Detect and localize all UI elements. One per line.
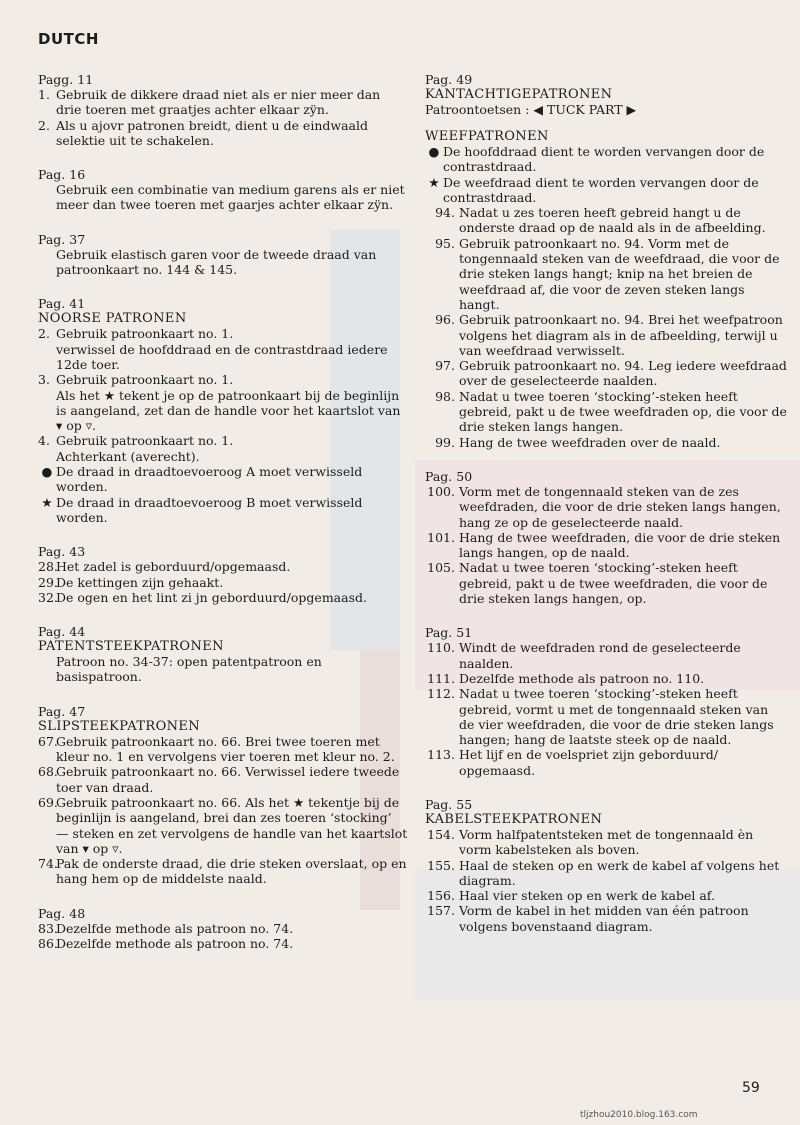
instruction-item — [38, 87, 408, 118]
item-number: 155. — [427, 857, 455, 873]
item-text: De draad in draadtoevoeroog A moet verwisseld worden. — [56, 464, 363, 495]
instruction-item — [38, 764, 408, 795]
item-text: Gebruik patroonkaart no. 66. Als het ★ tekentje bij de beginlijn is aangeland, brei dan zes toeren ‘stocking’ — steken en zet vervolgens de handle van het kaartslot van ▾ op ▿. — [56, 794, 408, 856]
item-text: Nadat u twee toeren ‘stocking’-steken heeft gebreid, pakt u de twee weefdraden, die voor de drie steken langs hangen, op. — [459, 560, 768, 607]
item-text: De kettingen zijn gehaakt. — [56, 574, 224, 590]
instruction-item — [38, 654, 408, 685]
instruction-item — [425, 358, 787, 389]
section-heading: WEEFPATRONEN — [425, 129, 549, 144]
item-text: Gebruik een combinatie van medium garens als er niet meer dan twee toeren met gaarjes achter elkaar zÿn. — [56, 182, 405, 213]
section-heading: KABELSTEEKPATRONEN — [425, 811, 603, 827]
item-text: Vorm de kabel in het midden van één patroon volgens bovenstaand diagram. — [459, 903, 749, 934]
item-number: 112. — [427, 686, 455, 702]
instruction-item — [38, 326, 408, 341]
text-section — [38, 167, 408, 213]
item-text: Achterkant (averecht). — [56, 448, 200, 464]
item-indent — [38, 182, 56, 213]
instruction-item — [38, 372, 408, 387]
instruction-item — [38, 449, 408, 464]
item-text: Haal de steken op en werk de kabel af volgens het diagram. — [459, 857, 780, 888]
bullet-symbol: ★ — [41, 494, 53, 510]
item-text: Nadat u twee toeren ‘stocking’-steken heeft gebreid, vormt u met de tongennaald steken van de vier weefdraden, die voor de drie steken langs hangen; hang de laatste steek op de naald. — [459, 686, 774, 748]
item-indent — [38, 388, 56, 434]
item-indent — [38, 247, 56, 278]
instruction-item — [38, 856, 408, 887]
item-indent — [38, 449, 56, 464]
item-text: Dezelfde methode als patroon no. 74. — [56, 935, 294, 951]
page-reference: Pag. 48 — [38, 905, 86, 921]
bullet-symbol: ● — [41, 464, 53, 480]
item-number: 86. — [38, 935, 58, 951]
instruction-item — [38, 247, 408, 278]
item-text: Nadat u twee toeren ‘stocking’-steken heeft gebreid, pakt u de twee weefdraden op, die voor de drie steken langs hangen. — [459, 388, 787, 435]
item-number: 156. — [427, 888, 455, 904]
item-text: Als het ★ tekent je op de patroonkaart bij de beginlijn is aangeland, zet dan de handle voor het kaartslot van ▾ op ▿. — [56, 387, 401, 434]
instruction-item — [38, 590, 408, 605]
item-number: 32. — [38, 589, 58, 605]
item-number: 105. — [427, 560, 455, 576]
page-reference: Pag. 37 — [38, 231, 86, 247]
item-number: 69. — [38, 794, 58, 810]
instruction-item — [425, 671, 787, 686]
right-column — [425, 72, 787, 953]
item-number: 3. — [38, 372, 50, 388]
instruction-item — [38, 734, 408, 765]
page-reference: Pag. 41 — [38, 296, 86, 312]
instruction-item — [38, 795, 408, 856]
instruction-item — [425, 435, 787, 450]
item-text: Pak de onderste draad, die drie steken overslaat, op en hang hem op de middelste naald. — [56, 856, 407, 887]
page-reference: Pag. 44 — [38, 624, 86, 640]
text-section — [425, 469, 787, 606]
item-text: Gebruik patroonkaart no. 66. Brei twee toeren met kleur no. 1 en vervolgens vier toeren met kleur no. 2. — [56, 733, 395, 765]
item-number: 157. — [427, 903, 455, 919]
item-number: 28. — [38, 559, 58, 575]
item-text: Gebruik de dikkere draad niet als er nier meer dan drie toeren met graatjes achter elkaar zÿn. — [56, 87, 381, 118]
instruction-item — [425, 312, 787, 358]
item-text: Nadat u zes toeren heeft gebreid hangt u de onderste draad op de naald als in de afbeelding. — [459, 205, 766, 236]
instruction-item — [425, 888, 787, 903]
item-text: Hang de twee weefdraden, die voor de drie steken langs hangen, op de naald. — [459, 529, 781, 561]
instruction-item — [425, 144, 787, 175]
item-text: De hoofddraad dient te worden vervangen door de contrastdraad. — [443, 144, 765, 175]
text-section — [38, 232, 408, 278]
instruction-item — [425, 175, 787, 206]
item-text: Windt de weefdraden rond de geselecteerde naalden. — [459, 640, 741, 671]
instruction-item — [425, 903, 787, 934]
item-number: 97. — [435, 358, 455, 374]
instruction-item — [425, 236, 787, 312]
section-heading: PATENTSTEEKPATRONEN — [38, 639, 224, 655]
text-section — [38, 704, 408, 887]
language-header: DUTCH — [38, 30, 99, 48]
text-section — [38, 296, 408, 525]
item-text: Als u ajovr patronen breidt, dient u de eindwaald selektie uit te schakelen. — [56, 117, 368, 148]
item-number: 113. — [427, 747, 455, 763]
page-reference: Pag. 47 — [38, 703, 86, 719]
item-number: 95. — [435, 235, 455, 251]
text-section — [38, 624, 408, 685]
text-section — [425, 625, 787, 778]
instruction-item — [38, 182, 408, 213]
text-section — [38, 906, 408, 952]
item-number: 110. — [427, 640, 455, 656]
item-text: De weefdraad dient te worden vervangen door de contrastdraad. — [443, 174, 759, 205]
item-text: Dezelfde methode als patroon no. 74. — [56, 920, 294, 936]
item-number: 101. — [427, 529, 455, 545]
item-text: Vorm met de tongennaald steken van de zes weefdraden, die voor de drie steken langs hangen, hang ze op de geselecteerde naald. — [459, 483, 781, 530]
instruction-item — [425, 747, 787, 778]
item-number: 96. — [435, 312, 455, 328]
instruction-item — [38, 495, 408, 526]
item-indent — [38, 654, 56, 685]
text-section — [425, 797, 787, 934]
instruction-item — [425, 484, 787, 530]
item-text: Gebruik patroonkaart no. 94. Vorm met de tongennaald steken van de weefdraad, die voor de drie steken langs hangt; knip na het breien de weefdraad af, die voor de zeven steken langs hangt. — [459, 235, 780, 312]
instruction-item — [38, 559, 408, 574]
watermark: tljzhou2010.blog.163.com — [580, 1110, 698, 1120]
instruction-item — [38, 575, 408, 590]
text-section — [425, 129, 787, 450]
item-number: 98. — [435, 388, 455, 404]
text-section — [38, 544, 408, 605]
instruction-item — [38, 433, 408, 448]
item-text: Patroon no. 34-37: open patentpatroon en basispatroon. — [56, 654, 322, 685]
item-number: 2. — [38, 117, 50, 133]
item-number: 1. — [38, 87, 50, 102]
item-text: Vorm halfpatentsteken met de tongennaald èn vorm kabelsteken als boven. — [459, 826, 754, 858]
instruction-item — [425, 560, 787, 606]
item-text: Dezelfde methode als patroon no. 110. — [459, 670, 705, 686]
bullet-symbol: ● — [428, 144, 440, 159]
item-indent — [38, 342, 56, 373]
instruction-item — [38, 936, 408, 951]
page-reference: Pag. 49 — [425, 72, 473, 87]
page-reference: Pagg. 11 — [38, 72, 94, 87]
instruction-item — [38, 921, 408, 936]
instruction-item — [425, 640, 787, 671]
item-number: 2. — [38, 326, 50, 342]
instruction-item — [425, 530, 787, 561]
item-text: Gebruik elastisch garen voor de tweede draad van patroonkaart no. 144 & 145. — [56, 246, 377, 278]
section-heading: SLIPSTEEKPATRONEN — [38, 718, 201, 734]
item-number: 67. — [38, 733, 58, 749]
item-text: Het zadel is geborduurd/opgemaasd. — [56, 559, 291, 575]
bullet-symbol: ★ — [428, 174, 440, 190]
instruction-item — [425, 827, 787, 858]
instruction-item — [425, 389, 787, 435]
item-number: 83. — [38, 920, 58, 936]
instruction-item — [38, 342, 408, 373]
page-number: 59 — [742, 1080, 760, 1096]
section-heading: NOORSE PATRONEN — [38, 311, 187, 327]
page-reference: Pag. 51 — [425, 625, 473, 641]
item-text: Gebruik patroonkaart no. 1. — [56, 326, 234, 342]
instruction-item — [425, 205, 787, 236]
item-number: 74. — [38, 856, 58, 872]
item-number: 111. — [427, 670, 455, 686]
item-text: Gebruik patroonkaart no. 94. Brei het weefpatroon volgens het diagram als in de afbeelding, terwijl u van weefdraad verwisselt. — [459, 312, 783, 358]
item-number: 100. — [427, 483, 455, 499]
text-section — [38, 72, 408, 148]
item-number: 29. — [38, 574, 58, 590]
item-text: Het lijf en de voelspriet zijn geborduurd/ opgemaasd. — [459, 747, 719, 778]
item-text: Gebruik patroonkaart no. 66. Verwissel iedere tweede toer van draad. — [56, 764, 400, 795]
item-number: 68. — [38, 764, 58, 780]
item-text: verwissel de hoofddraad en de contrastdraad iedere 12de toer. — [56, 341, 388, 372]
text-section — [425, 72, 787, 117]
page-reference: Pag. 43 — [38, 544, 86, 560]
page-reference: Pag. 16 — [38, 167, 86, 183]
item-number: 4. — [38, 433, 50, 449]
page-reference: Pag. 55 — [425, 796, 473, 812]
item-text: Hang de twee weefdraden over de naald. — [459, 434, 721, 450]
left-column — [38, 72, 408, 970]
section-heading: KANTACHTIGEPATRONEN — [425, 87, 613, 102]
item-number: 99. — [435, 434, 455, 450]
item-text: Gebruik patroonkaart no. 1. — [56, 372, 234, 388]
item-text: De ogen en het lint zi jn geborduurd/opgemaasd. — [56, 589, 367, 605]
page-reference: Pag. 50 — [425, 468, 473, 484]
item-text: De draad in draadtoevoeroog B moet verwisseld worden. — [56, 494, 363, 525]
item-text: Gebruik patroonkaart no. 94. Leg iedere weefdraad over de geselecteerde naalden. — [459, 358, 787, 389]
instruction-item — [425, 858, 787, 889]
instruction-item — [38, 118, 408, 149]
item-number: 154. — [427, 826, 455, 842]
section-subheading: Patroontoetsen : ◀ TUCK PART ▶ — [425, 102, 637, 117]
item-number: 94. — [435, 205, 455, 221]
item-text: Gebruik patroonkaart no. 1. — [56, 433, 234, 449]
instruction-item — [38, 388, 408, 434]
instruction-item — [425, 686, 787, 747]
instruction-item — [38, 464, 408, 495]
item-text: Haal vier steken op en werk de kabel af. — [459, 888, 715, 904]
